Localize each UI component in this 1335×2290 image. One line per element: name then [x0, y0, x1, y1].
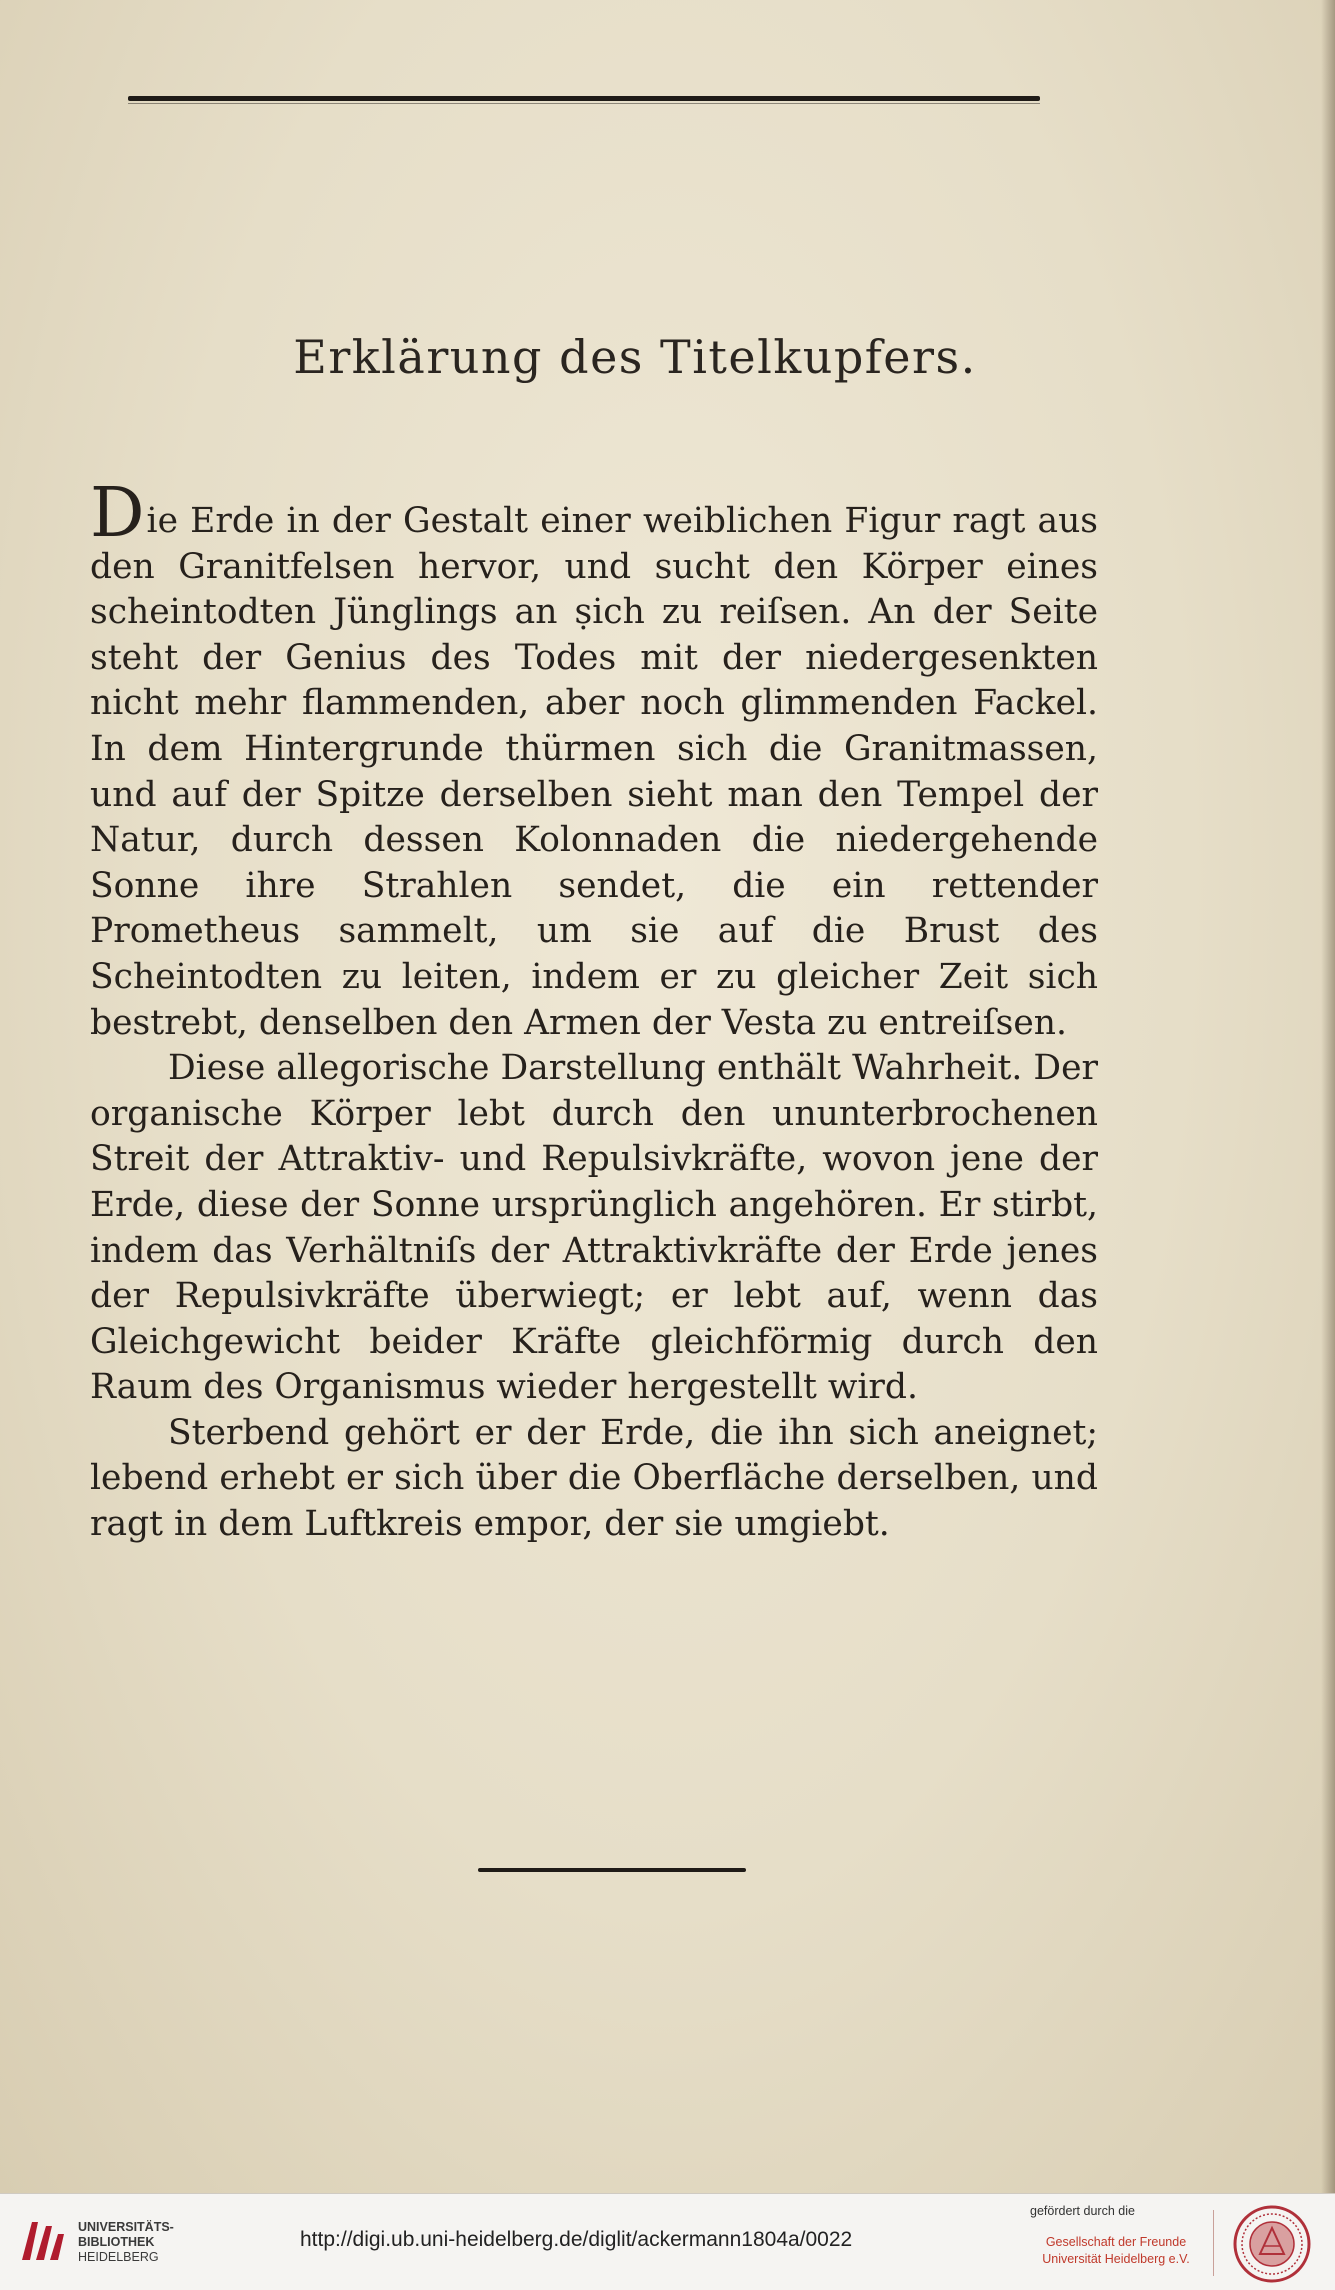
permalink-url[interactable]: http://digi.ub.uni-heidelberg.de/diglit/ackermann1804a/0022 — [300, 2228, 853, 2251]
sponsor-name — [1030, 2234, 1202, 2268]
paragraph-1 — [90, 474, 1098, 1046]
library-name-line-2: BIBLIOTHEK — [78, 2235, 155, 2249]
paragraph-3: Sterbend gehört er der Erde, die ihn sich aneignet; lebend erhebt er sich über die Oberfläche derselben, und ragt in dem Luftkreis empor, der sie umgiebt. — [90, 1412, 1098, 1545]
library-logo-icon — [16, 2216, 70, 2266]
library-name-line-1: UNIVERSITÄTS- — [78, 2220, 174, 2234]
body-text — [90, 474, 1098, 1548]
sponsor-name-line-2: Universität Heidelberg e.V. — [1042, 2252, 1190, 2266]
sponsor-prefix: gefördert durch die — [1030, 2204, 1135, 2218]
bleed-through — [90, 215, 104, 266]
library-name-line-3: HEIDELBERG — [78, 2250, 159, 2264]
page-title: Erklärung des Titelkupfers. — [293, 330, 977, 384]
university-seal-icon — [1232, 2204, 1312, 2284]
paragraph-2: Diese allegorische Darstellung enthält Wahrheit. Der organische Körper lebt durch den ununterbrochenen Streit der Attraktiv- und Repulsivkräfte, wovon jene der Erde, diese der Sonne ursprünglich angehören. Er stirbt, indem das Verhältniſs der Attraktivkräfte der Erde jenes der Repulsivkräfte überwiegt; er lebt auf, wenn das Gleichgewicht beider Kräfte gleichförmig durch den Raum des Organismus wieder hergestellt wird. — [90, 1048, 1098, 1408]
footer-bar — [0, 2193, 1335, 2290]
sponsor-name-line-1: Gesellschaft der Freunde — [1045, 2235, 1187, 2249]
paragraph-1-text: ie Erde in der Gestalt einer weiblichen Figur ragt aus den Granitfelsen hervor, und sucht den Körper eines scheintodten Jünglings an ṣich zu reiſsen. An der Seite steht der Genius des Todes mit der niedergesenkten nicht mehr flammenden, aber noch glimmenden Fackel. In dem Hintergrunde thürmen sich die Granitmassen, und auf der Spitze derselben sieht man den Tempel der Natur, durch dessen Kolonnaden die niedergehende Sonne ihre Strahlen sendet, die ein rettender Prometheus sammelt, um sie auf die Brust des Scheintodten zu leiten, indem er zu gleicher Zeit sich bestrebt, denselben den Armen der Vesta zu entreiſsen. — [90, 501, 1098, 1043]
top-rule — [128, 96, 1040, 101]
drop-cap: D — [90, 474, 145, 553]
bottom-rule — [478, 1868, 746, 1872]
library-name — [78, 2220, 174, 2265]
footer-divider — [1213, 2210, 1214, 2276]
